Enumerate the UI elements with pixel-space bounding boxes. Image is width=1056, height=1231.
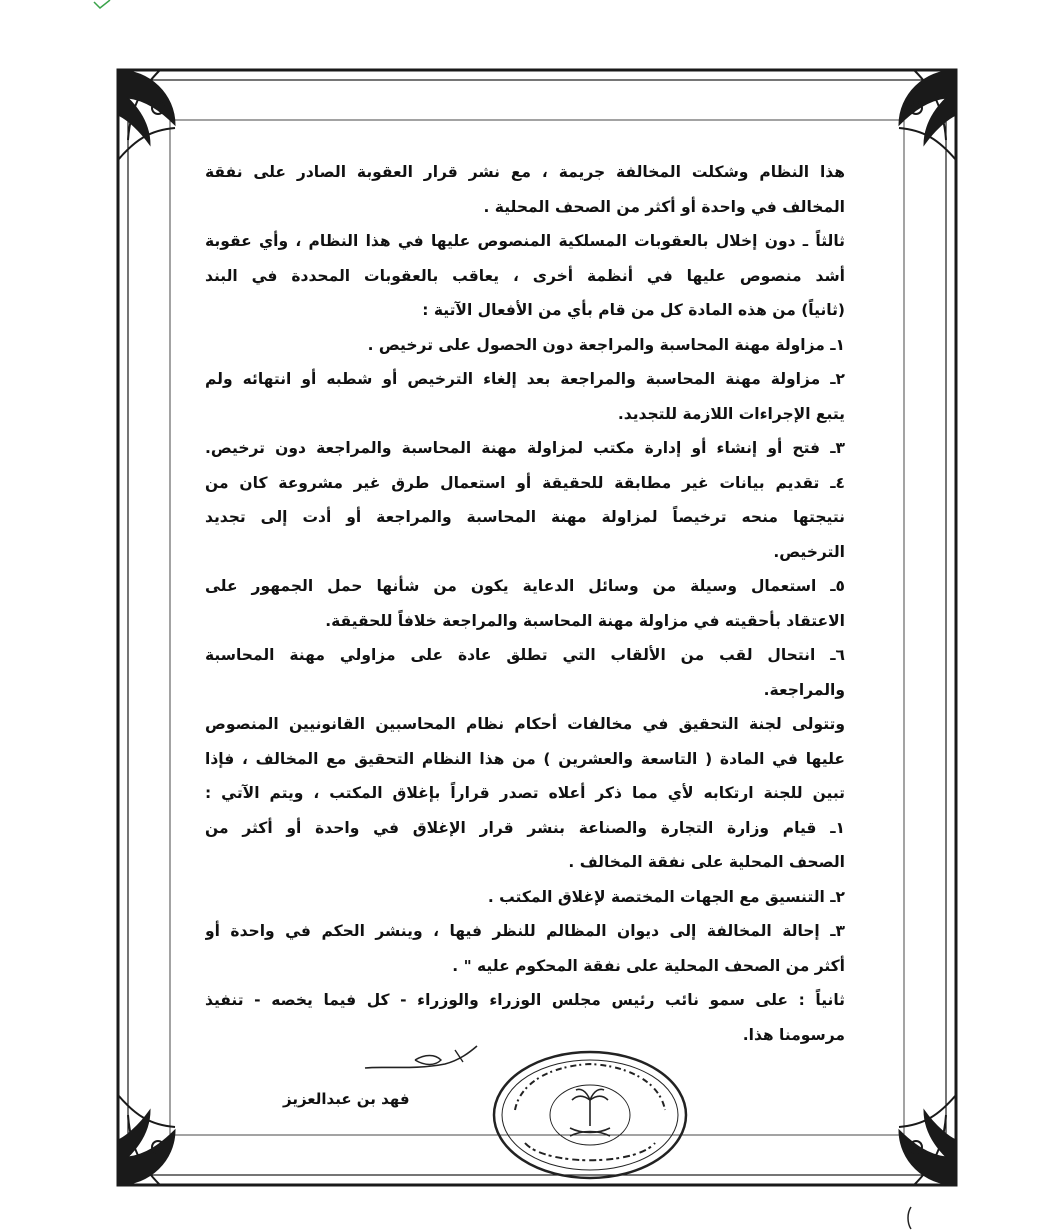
text-line: وتتولى لجنة التحقيق في مخالفات أحكام نظام المحاسبين القانونيين المنصوص xyxy=(205,715,845,733)
text-line: الاعتقاد بأحقيته في مزاولة مهنة المحاسبة والمراجعة خلافاً للحقيقة. xyxy=(325,611,845,630)
text-line: تبين للجنة ارتكابه لأي مما ذكر أعلاه تصدر قراراً بإغلاق المكتب ، ويتم الآتي : xyxy=(205,784,845,802)
official-seal xyxy=(490,1048,690,1183)
text-line: ٢ـ التنسيق مع الجهات المختصة لإغلاق المكتب . xyxy=(487,887,845,906)
green-check-mark xyxy=(92,0,112,10)
corner-ornament-top-right xyxy=(899,70,956,160)
text-line: ١ـ مزاولة مهنة المحاسبة والمراجعة دون الحصول على ترخيص . xyxy=(367,335,845,354)
text-line: ثالثاً ـ دون إخلال بالعقوبات المسلكية المنصوص عليها في هذا النظام ، وأي عقوبة xyxy=(205,232,845,250)
text-line: ٣ـ فتح أو إنشاء أو إدارة مكتب لمزاولة مهنة المحاسبة والمراجعة دون ترخيص. xyxy=(205,439,845,457)
seal-stamp-graphic xyxy=(490,1048,690,1183)
text-line: ثانياً : على سمو نائب رئيس مجلس الوزراء والوزراء - كل فيما يخصه - تنفيذ xyxy=(205,991,845,1009)
page-edge-mark xyxy=(903,1205,917,1231)
signature-name: فهد بن عبدالعزيز xyxy=(283,1090,410,1108)
text-line: (ثانياً) من هذه المادة كل من قام بأي من الأفعال الآتية : xyxy=(422,301,845,319)
palm-swords-emblem xyxy=(570,1089,610,1136)
text-line: أشد منصوص عليها في أنظمة أخرى ، يعاقب بالعقوبات المحددة في البند xyxy=(205,266,845,285)
text-line: المخالف في واحدة أو أكثر من الصحف المحلية . xyxy=(483,197,845,216)
text-line: ٤ـ تقديم بيانات غير مطابقة للحقيقة أو استعمال طرق غير مشروعة كان من xyxy=(205,473,845,492)
text-line: ٦ـ انتحال لقب من الألقاب التي تطلق عادة على مزاولي مهنة المحاسبة xyxy=(205,646,845,664)
text-line: أكثر من الصحف المحلية على نفقة المحكوم عليه " . xyxy=(452,956,845,975)
corner-ornament-bottom-left xyxy=(118,1095,175,1185)
text-line: ٢ـ مزاولة مهنة المحاسبة والمراجعة بعد إلغاء الترخيص أو شطبه أو انتهائه ولم xyxy=(205,370,845,388)
text-line: يتبع الإجراءات اللازمة للتجديد. xyxy=(617,404,845,423)
corner-ornament-bottom-right xyxy=(899,1095,956,1185)
text-line: ٣ـ إحالة المخالفة إلى ديوان المظالم للنظر فيها ، وينشر الحكم في واحدة أو xyxy=(205,922,845,940)
text-line: عليها في المادة ( التاسعة والعشرين ) من هذا النظام التحقيق مع المخالف ، فإذا xyxy=(205,749,845,768)
signature-scrawl xyxy=(355,1040,495,1080)
text-line: ١ـ قيام وزارة التجارة والصناعة بنشر قرار الإغلاق في واحدة أو أكثر من xyxy=(205,818,845,837)
text-line: والمراجعة. xyxy=(763,680,845,699)
corner-ornament-top-left xyxy=(118,70,175,160)
text-line: هذا النظام وشكلت المخالفة جريمة ، مع نشر قرار العقوبة الصادر على نفقة xyxy=(205,163,845,181)
decree-text xyxy=(205,155,845,1052)
text-line: الصحف المحلية على نفقة المخالف . xyxy=(568,853,845,871)
text-line: الترخيص. xyxy=(773,542,845,561)
text-line: مرسومنا هذا. xyxy=(742,1025,845,1044)
text-line: نتيجتها منحه ترخيصاً لمزاولة مهنة المحاسبة والمراجعة أو أدت إلى تجديد xyxy=(205,508,845,526)
text-line: ٥ـ استعمال وسيلة من وسائل الدعاية يكون من شأنها حمل الجمهور على xyxy=(205,577,845,595)
